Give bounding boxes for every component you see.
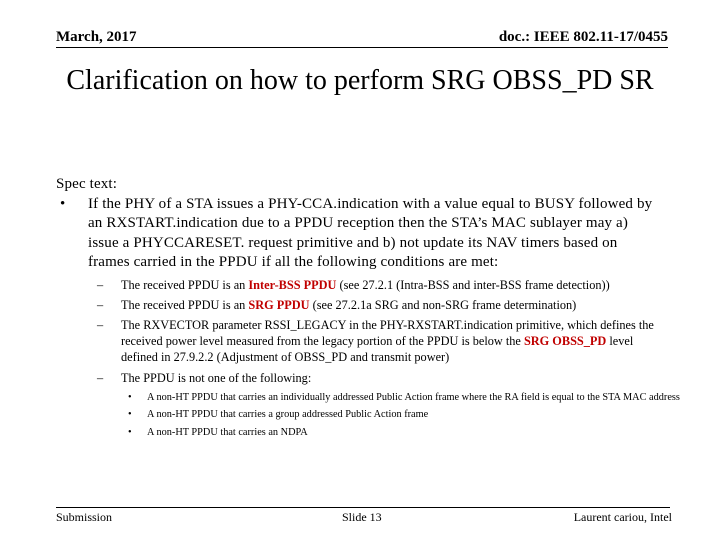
bullet-marker: • [60,195,66,212]
sub-item-text: A non-HT PPDU that carries a group addressed Public Action frame [147,409,429,421]
dash-marker: – [97,370,104,385]
slide-body [56,175,680,439]
condition-highlight: SRG PPDU [248,297,310,312]
sub-bullet-marker: • [128,426,132,438]
condition-item [56,370,656,386]
slide-title: Clarification on how to perform SRG OBSS_PD SR [66,65,654,96]
condition-text: The received PPDU is an [121,277,249,292]
dash-marker: – [97,317,104,332]
condition-text: The PPDU is not one of the following: [121,370,312,385]
dash-marker: – [97,277,104,292]
dash-marker: – [97,297,104,312]
main-bullet-text: If the PHY of a STA issues a PHY-CCA.indication with a value equal to BUSY followed by an RXSTART.indication due to a PPDU reception then the STA’s MAC sublayer may a) issue a PHYCCARESET. request primitive and b) not update its NAV timers based on frames carried in the PPDU if all the following conditions are met: [88,195,653,270]
condition-text: (see 27.2.1 (Intra-BSS and inter-BSS frame detection)) [336,277,610,292]
condition-text: The RXVECTOR parameter RSSI_LEGACY in the PHY-RXSTART.indication primitive, which defines the received power level measured from the legacy portion of the PPDU is below the [121,317,654,349]
header-date: March, 2017 [56,29,137,45]
condition-text: The received PPDU is an [121,297,249,312]
header-divider [56,47,668,48]
condition-text: (see 27.2.1a SRG and non-SRG frame determination) [309,297,577,312]
sub-bullet-marker: • [128,409,132,421]
footer-submission: Submission [56,510,113,524]
sub-item [56,391,707,404]
spec-heading: Spec text: [56,176,118,192]
sub-item-text: A non-HT PPDU that carries an individually addressed Public Action frame where the RA field is equal to the STA MAC address [147,391,680,403]
condition-text: level defined in 27.9.2.2 (Adjustment of OBSS_PD and transmit power) [121,334,634,365]
sub-bullet-marker: • [128,391,132,403]
header-doc-id: doc.: IEEE 802.11-17/0455 [498,29,668,45]
condition-item [56,297,656,313]
condition-item [56,317,656,366]
footer-divider [56,507,670,508]
condition-highlight: SRG OBSS_PD [523,334,607,349]
main-bullet [56,195,656,273]
condition-item [56,277,656,293]
condition-highlight: Inter-BSS PPDU [248,277,337,292]
sub-item [56,408,707,421]
sub-item [56,426,707,439]
footer-author: Laurent cariou, Intel [573,510,672,524]
sub-item-text: A non-HT PPDU that carries an NDPA [147,426,308,438]
footer-slide-number: Slide 13 [342,510,382,524]
